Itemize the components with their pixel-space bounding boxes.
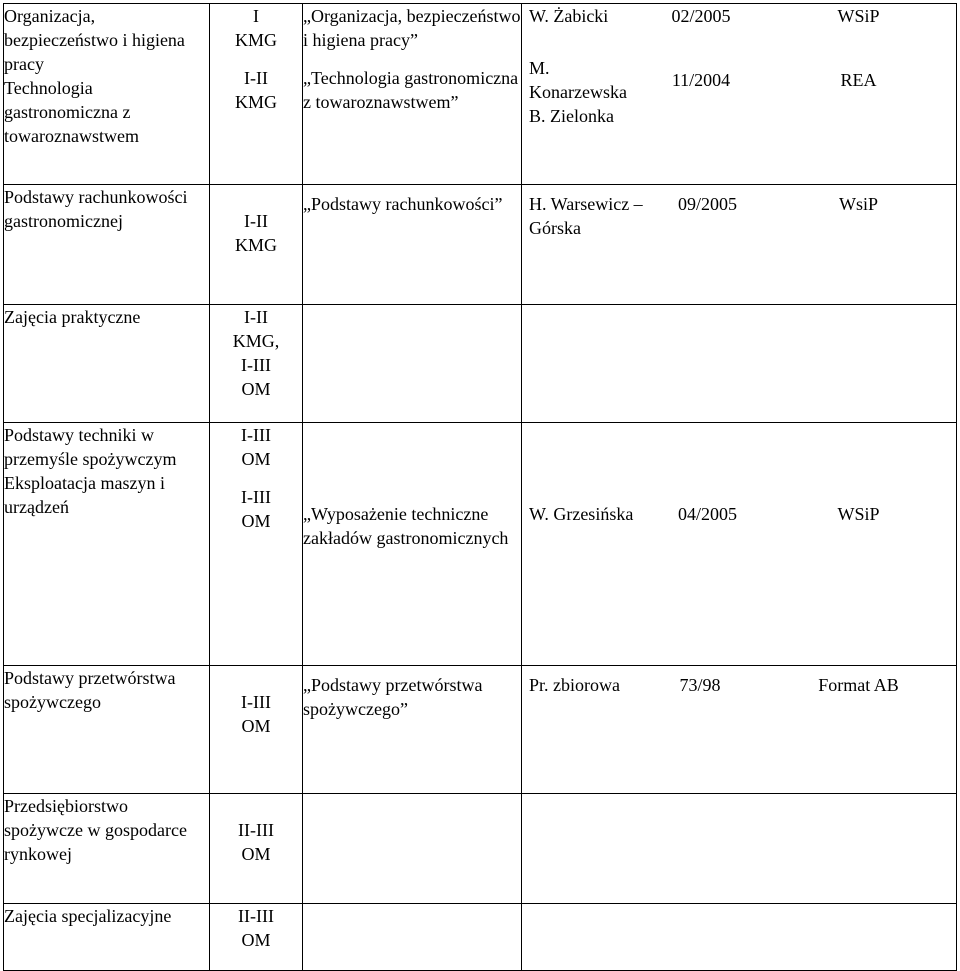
subject-cell — [4, 423, 210, 666]
class-label: II-III OM — [238, 906, 274, 950]
publisher: WSiP — [837, 6, 880, 26]
class-cell — [210, 794, 303, 904]
class-label: I-III OM — [241, 487, 271, 531]
class-cell — [210, 423, 303, 666]
book-title: „Podstawy przetwórstwa spożywczego” — [303, 675, 483, 719]
class-cell — [210, 305, 303, 423]
subject-name: Podstawy rachunkowości gastronomicznej — [4, 187, 188, 231]
book-entry-cell — [522, 305, 957, 423]
publisher: WsiP — [838, 194, 878, 214]
book-entry-cell — [522, 666, 957, 794]
title-cell — [303, 794, 522, 904]
author: H. Warsewicz – Górska — [529, 194, 643, 238]
title-cell — [303, 904, 522, 971]
table-row — [4, 305, 957, 423]
approval-number: 02/2005 — [671, 6, 731, 26]
book-entry-cell — [522, 794, 957, 904]
approval-number: 11/2004 — [671, 70, 731, 90]
book-title: „Wyposażenie techniczne zakładów gastronomicznych — [303, 504, 509, 548]
class-label: II-III OM — [238, 820, 274, 864]
title-cell — [303, 185, 522, 305]
subject-cell — [4, 904, 210, 971]
class-cell — [210, 4, 303, 185]
class-label: I-II KMG — [234, 68, 277, 112]
subject-name: Zajęcia praktyczne — [4, 307, 141, 327]
title-cell — [303, 4, 522, 185]
book-entry-cell — [522, 4, 957, 185]
class-label: I-II KMG — [234, 211, 277, 255]
table-row — [4, 904, 957, 971]
table-row — [4, 185, 957, 305]
book-title: „Podstawy rachunkowości” — [303, 194, 503, 214]
author: W. Grzesińska — [529, 504, 634, 524]
table-row — [4, 4, 957, 185]
subject-name: Przedsiębiorstwo spożywcze w gospodarce rynkowej — [4, 796, 187, 864]
publisher: REA — [840, 70, 877, 90]
class-cell — [210, 185, 303, 305]
subject-name: Zajęcia specjalizacyjne — [4, 906, 172, 926]
book-entry-cell — [522, 423, 957, 666]
subject-name: Podstawy przetwórstwa spożywczego — [4, 668, 176, 712]
class-label: I KMG — [234, 6, 277, 50]
subject-cell — [4, 185, 210, 305]
title-cell — [303, 305, 522, 423]
subject-cell — [4, 794, 210, 904]
approval-number: 04/2005 — [677, 504, 737, 524]
table-row — [4, 423, 957, 666]
book-entry-cell — [522, 904, 957, 971]
approval-number: 09/2005 — [677, 194, 737, 214]
class-label: I-III OM — [241, 425, 271, 469]
book-entry-cell — [522, 185, 957, 305]
class-cell — [210, 904, 303, 971]
subject-name: Eksploatacja maszyn i urządzeń — [4, 473, 165, 517]
book-entry — [522, 185, 956, 240]
author: Pr. zbiorowa — [529, 675, 620, 695]
title-cell — [303, 666, 522, 794]
author: W. Żabicki — [529, 6, 609, 26]
textbook-table — [3, 3, 957, 971]
book-entry — [522, 58, 956, 128]
book-title: „Organizacja, bezpieczeństwo i higiena pracy” — [303, 6, 521, 50]
subject-cell — [4, 305, 210, 423]
class-cell — [210, 666, 303, 794]
publisher: Format AB — [818, 675, 899, 695]
subject-name: Podstawy techniki w przemyśle spożywczym — [4, 425, 177, 469]
approval-number: 73/98 — [679, 675, 721, 695]
table-row — [4, 794, 957, 904]
subject-cell — [4, 666, 210, 794]
book-entry — [522, 666, 956, 697]
class-label: I-III OM — [241, 692, 271, 736]
author: M. Konarzewska B. Zielonka — [529, 58, 627, 126]
book-title: „Technologia gastronomiczna z towaroznawstwem” — [303, 68, 519, 112]
subject-name: Technologia gastronomiczna z towaroznawstwem — [4, 78, 139, 146]
book-entry — [522, 423, 956, 526]
table-row — [4, 666, 957, 794]
class-label: I-II KMG, I-III OM — [232, 307, 280, 399]
title-cell — [303, 423, 522, 666]
subject-cell — [4, 4, 210, 185]
publisher: WSiP — [837, 504, 880, 524]
book-entry — [522, 4, 956, 28]
subject-name: Organizacja, bezpieczeństwo i higiena pracy — [4, 6, 185, 74]
